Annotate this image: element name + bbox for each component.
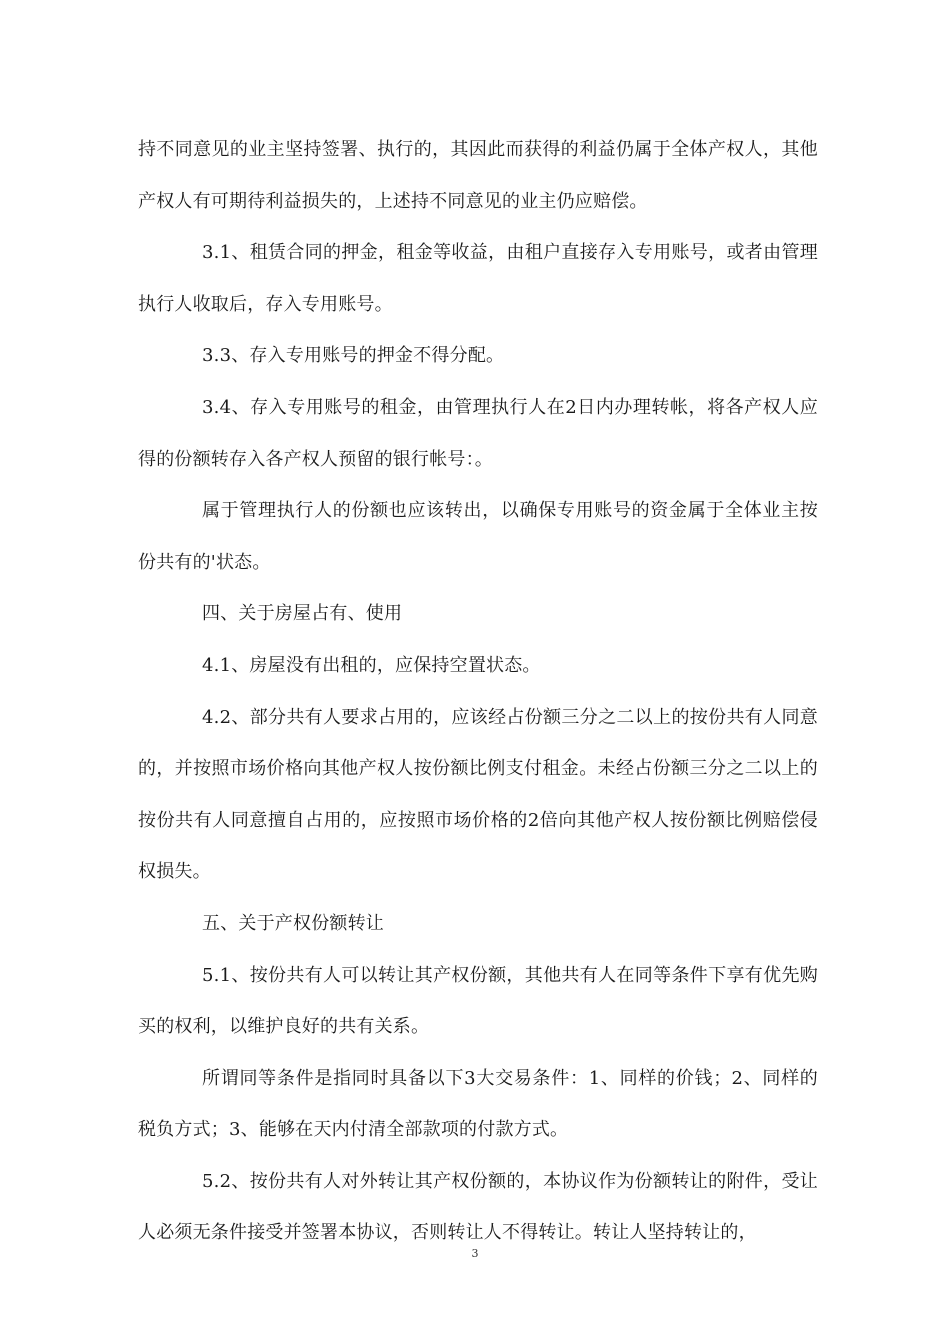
paragraph: 4.2、部分共有人要求占用的，应该经占份额三分之二以上的按份共有人同意的，并按照市场价格向其他产权人按份额比例支付租金。未经占份额三分之二以上的按份共有人同意擅自占用的，应按照市场价格的2倍向其他产权人按份额比例赔偿侵权损失。 [138,706,818,883]
section-heading: 四、关于房屋占有、使用 [202,603,403,625]
document-body [138,124,818,1259]
paragraph: 所谓同等条件是指同时具备以下3大交易条件：1、同样的价钱；2、同样的税负方式；3、能够在天内付清全部款项的付款方式。 [138,1067,818,1141]
paragraph: 3.3、存入专用账号的押金不得分配。 [202,345,505,367]
paragraph: 持不同意见的业主坚持签署、执行的，其因此而获得的利益仍属于全体产权人，其他产权人有可期待利益损失的，上述持不同意见的业主仍应赔偿。 [138,139,818,212]
paragraph: 属于管理执行人的份额也应该转出，以确保专用账号的资金属于全体业主按份共有的'状态。 [138,500,818,573]
paragraph: 5.1、按份共有人可以转让其产权份额，其他共有人在同等条件下享有优先购买的权利，以维护良好的共有关系。 [138,964,818,1038]
section-heading: 五、关于产权份额转让 [202,912,384,934]
paragraph: 3.1、租赁合同的押金，租金等收益，由租户直接存入专用账号，或者由管理执行人收取后，存入专用账号。 [138,242,818,315]
paragraph: 3.4、存入专用账号的租金，由管理执行人在2日内办理转帐，将各产权人应得的份额转存入各产权人预留的银行帐号：。 [138,396,818,470]
paragraph: 5.2、按份共有人对外转让其产权份额的，本协议作为份额转让的附件，受让人必须无条件接受并签署本协议，否则转让人不得转让。转让人坚持转让的， [138,1170,818,1244]
paragraph: 4.1、房屋没有出租的，应保持空置状态。 [202,654,541,676]
page-number: 3 [471,1247,479,1260]
